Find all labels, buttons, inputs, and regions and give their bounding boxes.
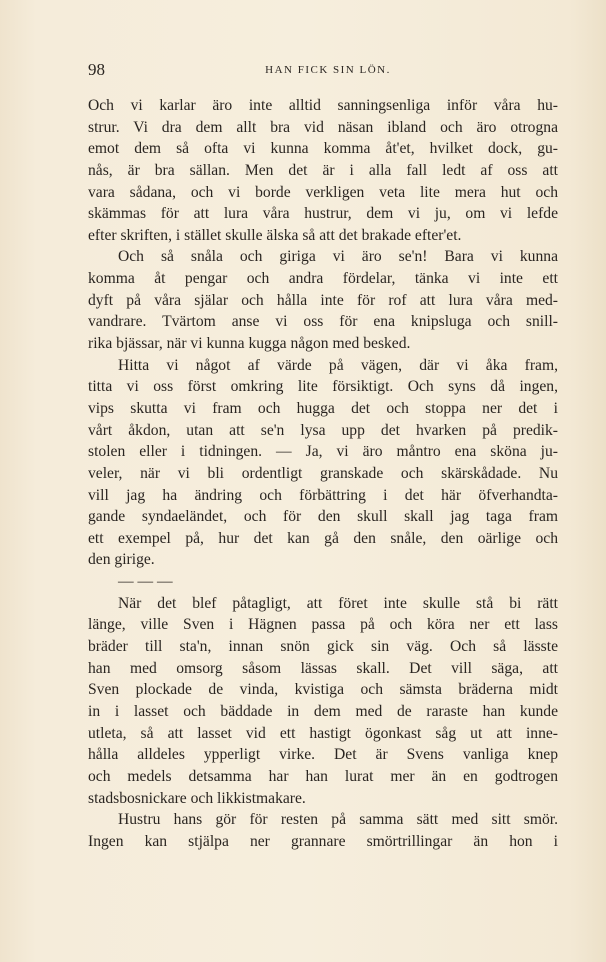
text-line: den girige. xyxy=(88,551,155,569)
text-line: Ingen kan stjälpa ner grannare smörtrillingar än hon i xyxy=(88,832,558,850)
text-line: dyft på våra själar och hålla inte för rof att lura våra med- xyxy=(88,291,558,309)
text-line: komma åt pengar och andra fördelar, tänka vi inte ett xyxy=(88,270,558,288)
text-line: vill jag ha ändring och förbättring i det här öfverhandta- xyxy=(88,486,558,504)
text-line: titta vi oss först omkring lite försiktigt. Och syns då ingen, xyxy=(88,378,558,396)
body-text xyxy=(88,95,558,852)
text-line: skämmas för att lura våra hustrur, dem vi ju, om vi lefde xyxy=(88,205,558,223)
text-line: vårt åkdon, utan att se'n lysa upp det hvarken på predik- xyxy=(88,421,558,439)
text-line: Hitta vi något af värde på vägen, där vi åka fram, xyxy=(118,356,558,374)
text-line: veler, när vi bli ordentligt granskade och skärskådade. Nu xyxy=(88,464,558,482)
text-line: ett exempel på, hur det kan gå den snåle, den oärlige och xyxy=(88,529,558,547)
text-line: utleta, så att lasset vid ett hastigt ögonkast såg ut att inne- xyxy=(88,724,558,742)
text-line: nås, är bra sällan. Men det är i alla fall ledt af oss att xyxy=(88,161,558,179)
section-separator: — — — xyxy=(118,573,173,591)
text-line: in i lasset och bäddade in dem med de raraste han kunde xyxy=(88,702,558,720)
text-line: emot dem så ofta vi kunna komma åt'et, hvilket dock, gu- xyxy=(88,140,558,158)
text-line: gande syndaeländet, och för den skull skall jag taga fram xyxy=(88,508,558,526)
page-header xyxy=(88,60,558,84)
text-line: stolen eller i tidningen. — Ja, vi äro måntro ena sköna ju- xyxy=(88,443,558,461)
text-line: och medels detsamma har han lurat mer än en godtrogen xyxy=(88,767,558,785)
text-line: rika bjässar, när vi kunna kugga någon med besked. xyxy=(88,335,411,353)
text-line: han med omsorg såsom lässas skall. Det vill säga, att xyxy=(88,659,558,677)
text-line: Och vi karlar äro inte alltid sanningsenliga inför våra hu- xyxy=(88,97,558,114)
text-line: strur. Vi dra dem allt bra vid näsan ibland och äro otrogna xyxy=(88,118,558,136)
text-line: vips skutta vi fram och hugga det och stoppa ner det i xyxy=(88,399,558,417)
running-head: HAN FICK SIN LÖN. xyxy=(265,64,391,76)
text-line: När det blef påtagligt, att föret inte skulle stå bi rätt xyxy=(118,594,558,612)
text-line: efter skriften, i stället skulle älska så att det brakade efter'et. xyxy=(88,226,462,244)
text-line: hålla alldeles ypperligt virke. Det är Svens vanliga knep xyxy=(88,746,558,764)
page-number: 98 xyxy=(88,60,105,79)
text-line: bräder till sta'n, innan snön gick sin väg. Och så lässte xyxy=(88,638,558,656)
text-line: vandrare. Tvärtom anse vi oss för ena knipsluga och snill- xyxy=(88,313,558,331)
text-line: Sven plockade de vinda, kvistiga och sämsta bräderna midt xyxy=(88,681,558,699)
text-line: länge, ville Sven i Hägnen passa på och köra ner ett lass xyxy=(88,616,558,634)
text-line: vara sådana, och vi borde verkligen veta lite mera hut och xyxy=(88,183,558,201)
text-line: Hustru hans gör för resten på samma sätt med sitt smör. xyxy=(118,811,558,829)
text-line: Och så snåla och giriga vi äro se'n! Bara vi kunna xyxy=(118,248,558,266)
text-line: stadsbosnickare och likkistmakare. xyxy=(88,789,306,807)
